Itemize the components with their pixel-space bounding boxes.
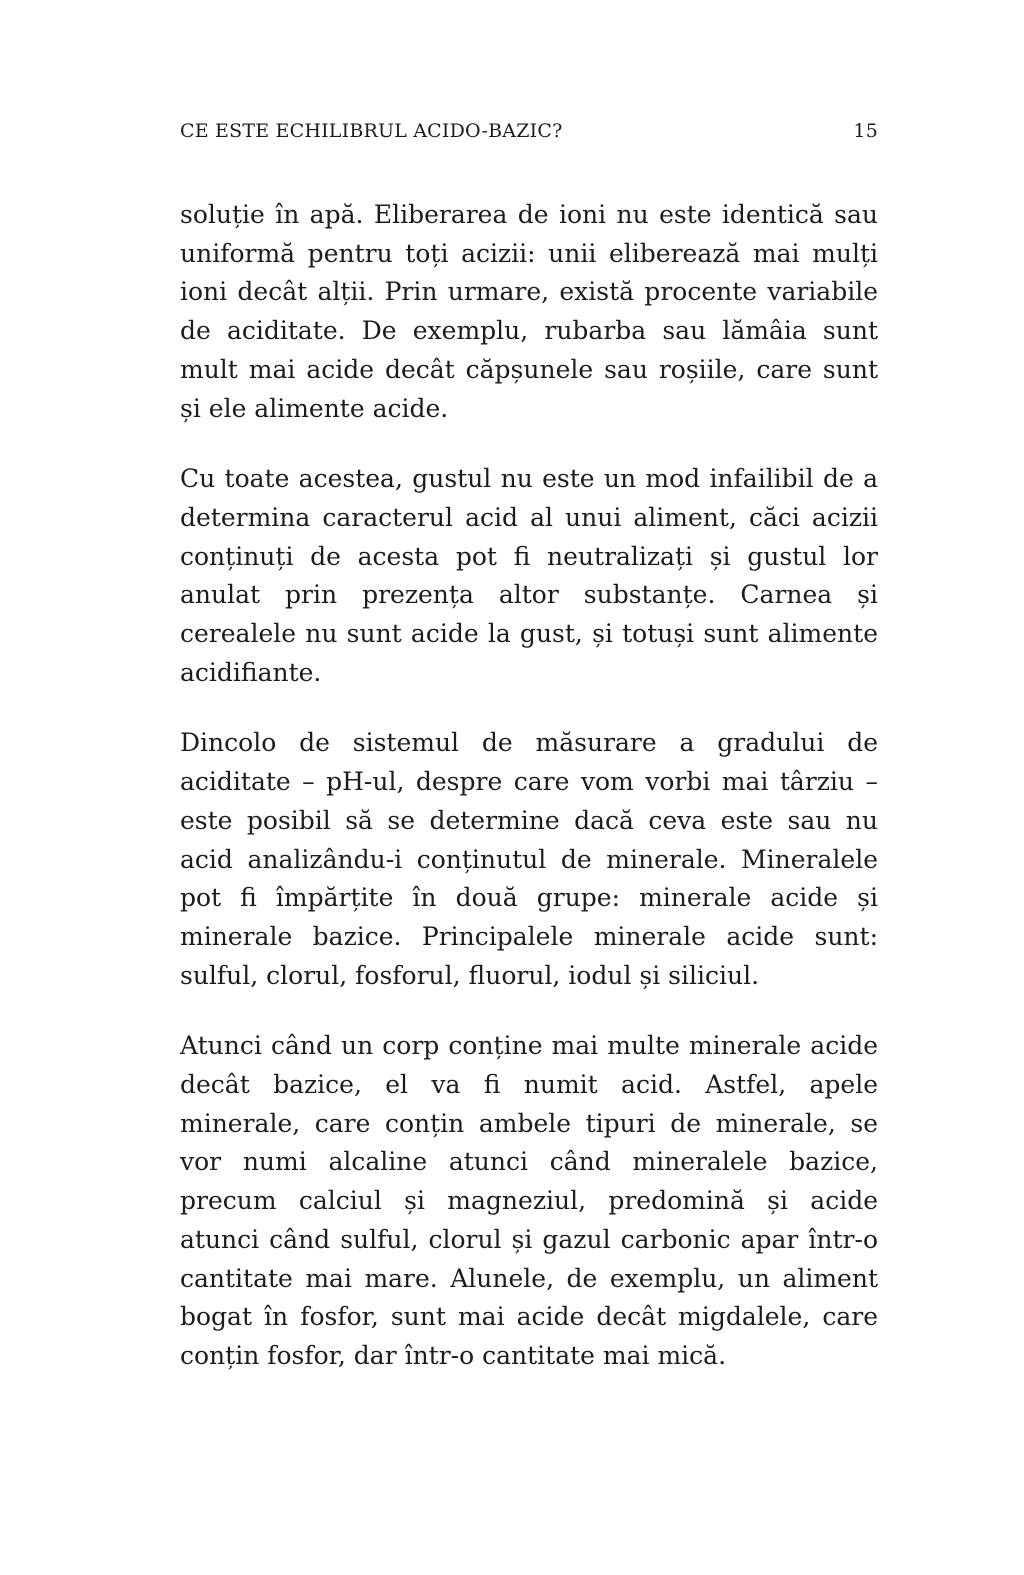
paragraph-2: Cu toate acestea, gustul nu este un mod infailibil de a determina caracterul acid al unui aliment, căci acizii conținuți de acesta pot fi neutralizați și gustul lor anulat prin prezența altor substanțe. Carnea și cerealele nu sunt acide la gust, și totuși sunt alimente acidifiante. — [180, 464, 878, 687]
paragraph-1: soluție în apă. Eliberarea de ioni nu este identică sau uniformă pentru toți acizii: unii eliberează mai mulți ioni decât alții. Prin urmare, există procente variabile de aciditate. De exemplu, rubarba sau lămâia sunt mult mai acide decât căpșunele sau roșiile, care sunt și ele alimente acide. — [180, 200, 878, 423]
paragraph-3: Dincolo de sistemul de măsurare a gradului de aciditate – pH-ul, despre care vom vorbi mai târziu – este posibil să se determine dacă ceva este sau nu acid analizându-i conținutul de minerale. Mineralele pot fi împărțite în două grupe: minerale acide și minerale bazice. Principalele minerale acide sunt: sulful, clorul, fosforul, fluorul, iodul și siliciul. — [180, 728, 878, 990]
running-header — [180, 120, 878, 142]
paragraph-4: Atunci când un corp conține mai multe minerale acide decât bazice, el va fi numit acid. Astfel, apele minerale, care conțin ambele tipuri de minerale, se vor numi alcaline atunci când mineralele bazice, precum calciul și magneziul, predomină și acide atunci când sulful, clorul și gazul carbonic apar într-o cantitate mai mare. Alunele, de exemplu, un aliment bogat în fosfor, sunt mai acide decât migdalele, care conțin fosfor, dar într-o cantitate mai mică. — [180, 1031, 878, 1370]
page-number: 15 — [853, 120, 878, 142]
chapter-title: CE ESTE ECHILIBRUL ACIDO-BAZIC? — [180, 120, 563, 142]
page-body — [180, 196, 878, 1408]
